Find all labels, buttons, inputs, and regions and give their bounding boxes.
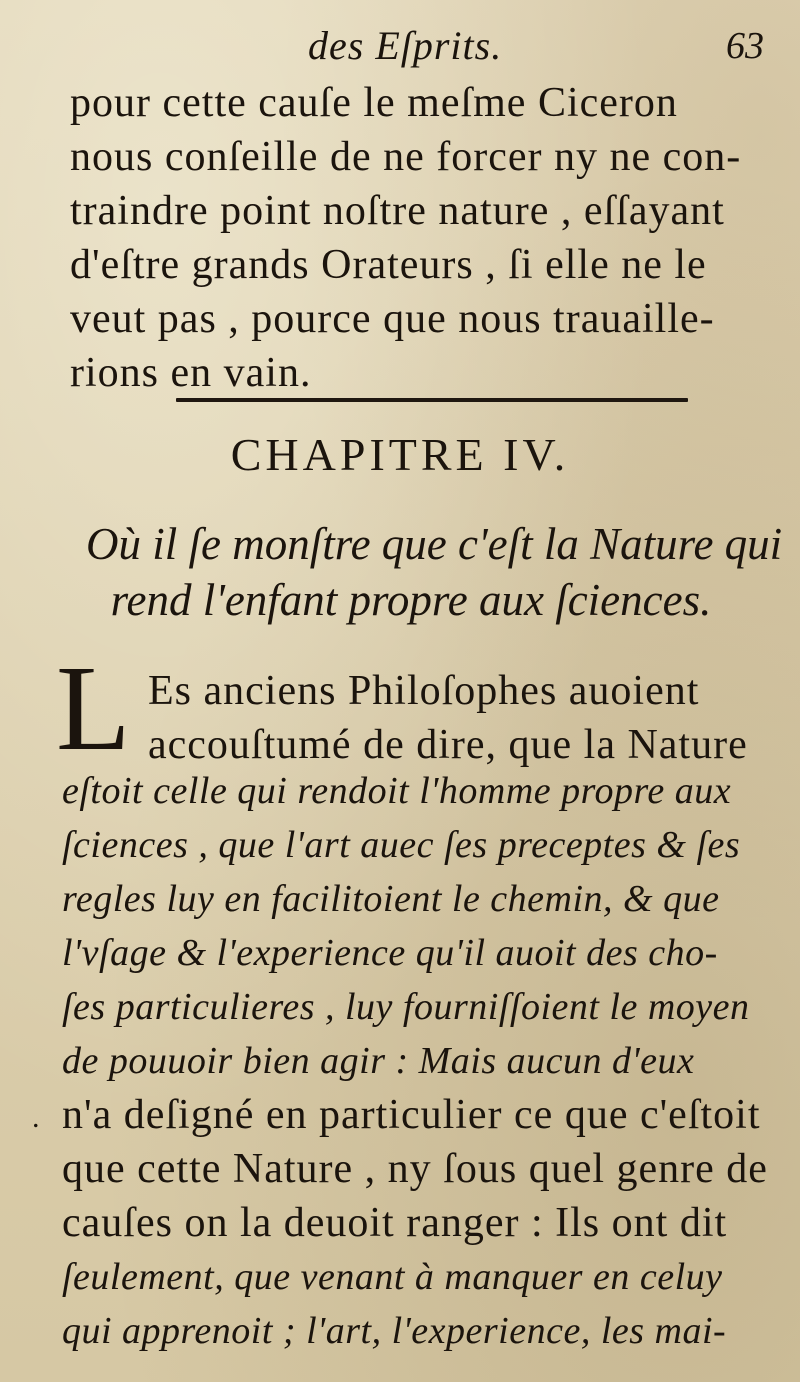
- text-line: ſeulement, que venant à manquer en celuy: [62, 1256, 723, 1298]
- text-line: veut pas , pource que nous trauaille-: [70, 296, 715, 342]
- margin-dot: .: [32, 1101, 40, 1134]
- drop-cap: L: [56, 641, 131, 776]
- text-line: regles luy en facilitoient le chemin, & que: [62, 878, 720, 920]
- section-divider: [176, 398, 688, 402]
- text-line: l'vſage & l'experience qu'il auoit des cho-: [62, 932, 718, 974]
- text-line: cauſes on la deuoit ranger : Ils ont dit: [62, 1200, 728, 1246]
- text-line: d'eſtre grands Orateurs , ſi elle ne le: [70, 242, 707, 288]
- text-line: ſciences , que l'art auec ſes preceptes & ſes: [62, 824, 741, 866]
- running-title: des Eſprits.: [308, 23, 503, 68]
- text-line: eſtoit celle qui rendoit l'homme propre aux: [62, 770, 732, 812]
- text-line: qui apprenoit ; l'art, l'experience, les mai-: [62, 1310, 727, 1352]
- text-line: accouſtumé de dire, que la Nature: [148, 722, 748, 768]
- text-line: pour cette cauſe le meſme Ciceron: [70, 80, 678, 126]
- chapter-subtitle: [86, 516, 783, 628]
- text-line: que cette Nature , ny ſous quel genre de: [62, 1146, 768, 1192]
- text-line: n'a deſigné en particulier ce que c'eſtoit: [62, 1092, 761, 1138]
- text-line: rions en vain.: [70, 350, 312, 396]
- text-line: nous conſeille de ne forcer ny ne con-: [70, 134, 742, 180]
- body-paragraph: [62, 764, 768, 1358]
- intro-paragraph: [70, 76, 750, 400]
- text-line: ſes particulieres , luy fourniſſoient le moyen: [62, 986, 750, 1028]
- page-number: 63: [726, 25, 764, 67]
- page-header: [0, 18, 800, 78]
- text-line: Es anciens Philoſophes auoient: [148, 668, 700, 714]
- chapter-subtitle-line: rend l'enfant propre aux ſciences.: [110, 575, 712, 625]
- opening-lines: [148, 664, 758, 772]
- text-line: de pouuoir bien agir : Mais aucun d'eux: [62, 1040, 695, 1082]
- chapter-title: CHAPITRE IV.: [230, 429, 570, 480]
- text-line: traindre point noſtre nature , eſſayant: [70, 188, 725, 234]
- chapter-subtitle-line: Où il ſe monſtre que c'eſt la Nature qui: [86, 519, 783, 569]
